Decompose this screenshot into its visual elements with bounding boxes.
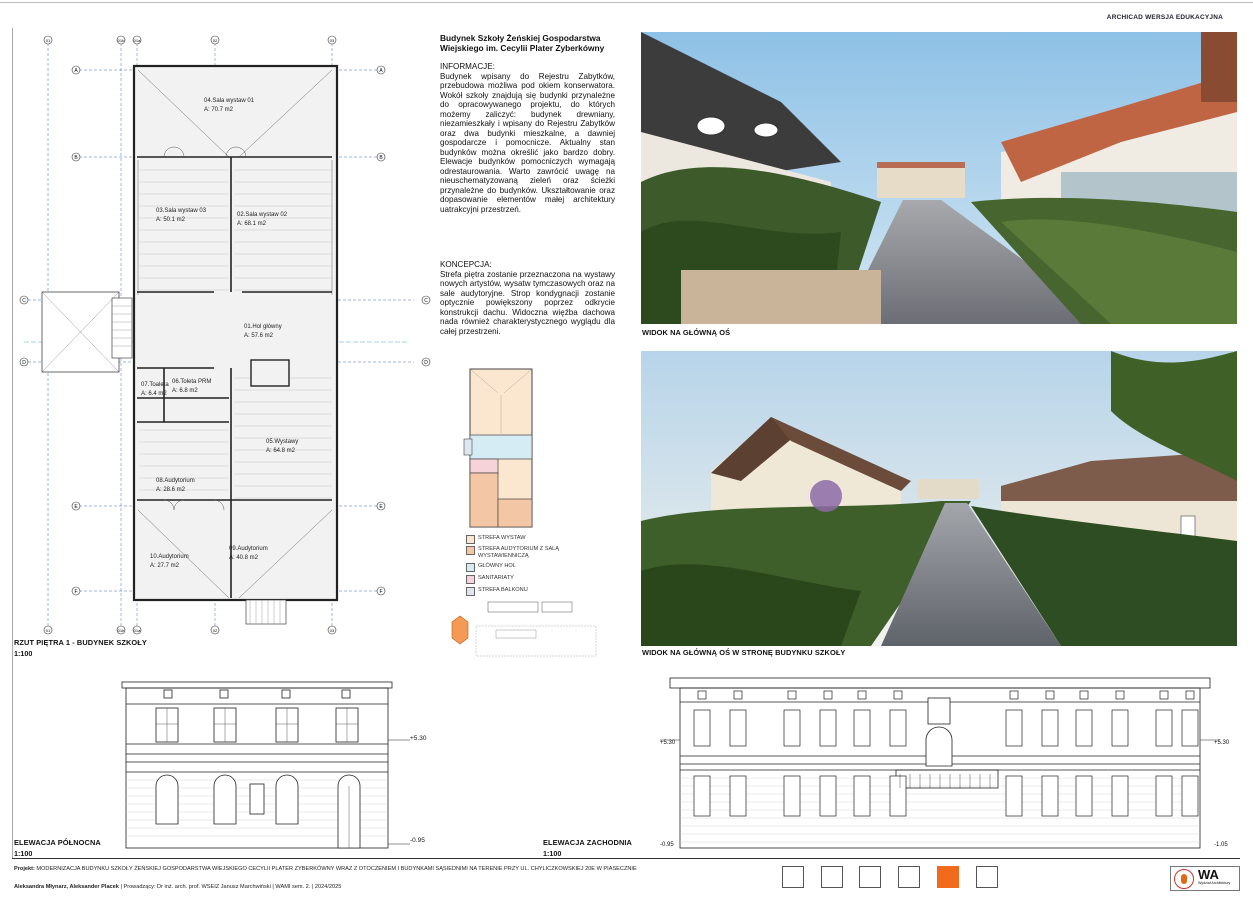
- faculty-logo: [1170, 866, 1240, 891]
- legend-label: GŁÓWNY HOL: [478, 563, 516, 569]
- legend-label: STREFA BALKONU: [478, 587, 528, 593]
- west-window-ground-4: [820, 776, 836, 816]
- west-attic-window-3: [788, 691, 796, 699]
- info-text: Budynek wpisany do Rejestru Zabytków, przebudowa możliwa pod okiem konserwatora. Wokół szkoły znajdują się budynki przynależne do opracowywanego projektu, do których możemy zaliczyć: budynek drewniany, niezamieszkały i wpisany do Rejestru Zabytków oraz dwa budynki mieszkalne, a dawniej gospodarcze i pomocnicze. Aktualny stan budynków można określić jako bardzo dobry. Elewacje budynków pomocniczych wymagają odrestaurowania. Warto zawrócić uwagę na nieuschematyzowaną zieleń oraz ścieżki przynależne do budynków. Ukształtowanie oraz dopasowanie elementów małej architektury uatrakcyjni przestrzeń.: [440, 71, 615, 214]
- room-name-6: 06.Toleta PRM: [172, 379, 212, 385]
- west-window-upper-10: [1112, 710, 1128, 746]
- grid-col-02-top: 02: [212, 37, 218, 43]
- footer-authors: Aleksandra Młynarz, Aleksander Placek: [14, 884, 119, 890]
- grid-row-A-left: A: [74, 68, 78, 74]
- west-window-ground-12: [1182, 776, 1198, 816]
- west-elevation-scale: 1:100: [543, 849, 562, 858]
- grid-row-B-left: B: [74, 155, 78, 161]
- west-window-upper-5: [854, 710, 870, 746]
- west-attic-window-12: [1186, 691, 1194, 699]
- room-area-9: A: 40.8 m2: [229, 555, 259, 561]
- top-border: [0, 2, 1253, 3]
- west-top-left-level: +5.30: [660, 740, 676, 746]
- room-area-2: A: 50.1 m2: [156, 217, 186, 223]
- room-name-9: 09.Audytorium: [229, 546, 268, 552]
- legend-swatch: [466, 535, 475, 544]
- west-elevation: [660, 674, 1220, 854]
- grid-col-01b-bottom: 01b: [117, 627, 125, 633]
- footer-divider: [12, 858, 1240, 859]
- plan-scale: 1:100: [14, 649, 33, 658]
- north-top-level: +5.30: [410, 735, 427, 742]
- legend-swatch: [466, 546, 475, 555]
- grid-row-C-left: C: [22, 298, 26, 304]
- north-elevation-title: ELEWACJA PÓŁNOCNA: [14, 838, 101, 847]
- view-caption-1: WIDOK NA GŁÓWNĄ OŚ: [642, 328, 731, 337]
- grid-col-01a-bottom: 01a: [133, 627, 141, 633]
- page-box-1[interactable]: [782, 866, 804, 888]
- legend-swatch: [466, 575, 475, 584]
- legend-label: STREFA AUDYTORIUM Z SALĄ WYSTAWIENNICZĄ: [478, 546, 560, 559]
- north-elevation-scale: 1:100: [14, 849, 33, 858]
- west-window-upper-6: [890, 710, 906, 746]
- room-area-8: A: 28.6 m2: [156, 487, 186, 493]
- footer-credits: Aleksandra Młynarz, Aleksander Placek | Prowadzący: Dr inż. arch. prof. WSEIZ Janusz Marchwiński | WAMI sem. 2. | 2024/2025: [14, 884, 342, 890]
- west-window-ground-9: [1076, 776, 1092, 816]
- grid-col-01-bottom: 01: [45, 627, 51, 633]
- grid-row-E-right: E: [379, 504, 383, 510]
- legend-swatch: [466, 587, 475, 596]
- grid-row-F-right: F: [379, 589, 383, 595]
- logo-subtext: Wydział Architektury: [1198, 880, 1231, 885]
- north-elevation: [110, 676, 450, 854]
- footer-course: WAMI sem. 2.: [275, 884, 311, 890]
- grid-col-02-bottom: 02: [212, 627, 218, 633]
- west-attic-window-11: [1160, 691, 1168, 699]
- legend-item-2: [466, 546, 566, 559]
- west-attic-window-7: [1010, 691, 1018, 699]
- west-attic-window-8: [1046, 691, 1054, 699]
- west-attic-window-5: [858, 691, 866, 699]
- plan-title: RZUT PIĘTRA 1 - BUDYNEK SZKOŁY: [14, 638, 147, 647]
- footer-supervisor: Prowadzący: Dr inż. arch. prof. WSEIZ Janusz Marchwiński: [123, 884, 271, 890]
- grid-col-01-top: 01: [45, 37, 51, 43]
- room-area-5: A: 6.4 m2: [141, 391, 167, 397]
- page-box-2[interactable]: [821, 866, 843, 888]
- west-window-upper-3: [784, 710, 800, 746]
- room-area-4: A: 57.6 m2: [244, 333, 274, 339]
- room-name-3: 02.Sala wystaw 02: [237, 212, 288, 218]
- room-area-6: A: 6.8 m2: [172, 388, 198, 394]
- west-window-upper-7: [1006, 710, 1022, 746]
- room-name-2: 03.Sala wystaw 03: [156, 208, 207, 214]
- page-box-4[interactable]: [898, 866, 920, 888]
- concept-heading: KONCEPCJA:: [440, 260, 492, 269]
- legend-label: STREFA WYSTAW: [478, 535, 526, 541]
- grid-row-B-right: B: [379, 155, 383, 161]
- concept-section: [440, 260, 615, 336]
- building-title: Budynek Szkoły Żeńskiej Gospodarstwa Wiejskiego im. Cecylii Plater Zyberkówny: [440, 33, 605, 53]
- west-window-ground-6: [890, 776, 906, 816]
- info-section: [440, 62, 615, 214]
- page-box-6[interactable]: [976, 866, 998, 888]
- grid-col-01a-top: 01a: [133, 37, 141, 43]
- west-window-upper-8: [1042, 710, 1058, 746]
- logo-text: WA: [1198, 866, 1219, 882]
- grid-col-03-bottom: 03: [329, 627, 335, 633]
- grid-row-E-left: E: [74, 504, 78, 510]
- west-window-ground-3: [784, 776, 800, 816]
- west-attic-window-9: [1080, 691, 1088, 699]
- west-attic-window-2: [734, 691, 742, 699]
- grid-col-03-top: 03: [329, 37, 335, 43]
- west-attic-window-1: [698, 691, 706, 699]
- footer-project-text: MODERNIZACJA BUDYNKU SZKOŁY ŻEŃSKIEJ GOSPODARSTWA WIEJSKIEGO CECYLII PLATER ZYBERKÓWNY WRAZ Z OTOCZENIEM I BUDYNKAMI SĄSIEDNIMI NA TERENIE PRZY UL. CHYLICZKOWSKIEJ 20E W PIASECZNIE: [36, 866, 637, 872]
- logo-emblem-icon: [1174, 869, 1194, 889]
- grid-row-A-right: A: [379, 68, 383, 74]
- west-window-upper-9: [1076, 710, 1092, 746]
- west-window-upper-11: [1156, 710, 1172, 746]
- room-area-3: A: 68.1 m2: [237, 221, 267, 227]
- info-heading: INFORMACJE:: [440, 62, 495, 71]
- west-bottom-right-level: -1.05: [1214, 842, 1228, 848]
- north-bottom-level: -0.95: [410, 837, 425, 844]
- west-elevation-title: ELEWACJA ZACHODNIA: [543, 838, 632, 847]
- west-attic-window-4: [824, 691, 832, 699]
- grid-row-D-left: D: [22, 360, 26, 366]
- west-window-ground-7: [1006, 776, 1022, 816]
- legend-swatch: [466, 563, 475, 572]
- room-name-4: 01.Hol główny: [244, 324, 282, 330]
- edu-label: ARCHICAD WERSJA EDUKACYJNA: [1106, 14, 1223, 21]
- room-area-10: A: 27.7 m2: [150, 563, 180, 569]
- legend-item-4: [466, 575, 566, 584]
- legend-item-1: [466, 535, 566, 544]
- legend-item-5: [466, 587, 566, 596]
- room-name-10: 10.Audytorium: [150, 554, 189, 560]
- room-name-1: 04.Sala wystaw 01: [204, 98, 255, 104]
- west-window-ground-11: [1156, 776, 1172, 816]
- west-window-ground-2: [730, 776, 746, 816]
- grid-row-F-left: F: [74, 589, 78, 595]
- west-window-upper-12: [1182, 710, 1198, 746]
- footer-project: [14, 866, 637, 872]
- page-box-3[interactable]: [859, 866, 881, 888]
- grid-col-01b-top: 01b: [117, 37, 125, 43]
- west-bottom-left-level: -0.95: [660, 842, 674, 848]
- view-caption-2: WIDOK NA GŁÓWNĄ OŚ W STRONĘ BUDYNKU SZKOŁY: [642, 648, 846, 657]
- west-window-ground-8: [1042, 776, 1058, 816]
- footer-year: 2024/2025: [314, 884, 342, 890]
- west-window-ground-10: [1112, 776, 1128, 816]
- west-window-upper-1: [694, 710, 710, 746]
- footer-project-label: Projekt:: [14, 866, 35, 872]
- render-main-axis: [641, 32, 1237, 324]
- west-window-upper-4: [820, 710, 836, 746]
- west-attic-window-10: [1116, 691, 1124, 699]
- zoning-diagram: [464, 367, 539, 529]
- room-area-7: A: 64.8 m2: [266, 448, 296, 454]
- room-area-1: A: 70.7 m2: [204, 107, 234, 113]
- west-window-ground-1: [694, 776, 710, 816]
- legend-label: SANITARIATY: [478, 575, 514, 581]
- site-key-plan: [446, 596, 606, 660]
- room-name-8: 08.Audytorium: [156, 478, 195, 484]
- west-window-ground-5: [854, 776, 870, 816]
- room-name-5: 07.Toaleta: [141, 382, 169, 388]
- render-school-view: [641, 351, 1237, 646]
- floor-plan: [14, 30, 428, 640]
- page-box-5-active[interactable]: [937, 866, 959, 888]
- grid-row-C-right: C: [424, 298, 428, 304]
- grid-row-D-right: D: [424, 360, 428, 366]
- concept-text: Strefa piętra zostanie przeznaczona na wystawy nowych artystów, wysatw tymczasowych oraz na sale audytoryjne. Strop kondygnacji zostanie optycznie powiększony poprzez odkrycie konstrukcji dachu. Widoczna więźba dachowa nada również charakterystycznego wyglądu dla całej przestrzeni.: [440, 269, 615, 336]
- west-top-right-level: +5.30: [1214, 740, 1230, 746]
- west-window-upper-2: [730, 710, 746, 746]
- legend-item-3: [466, 563, 566, 572]
- left-border: [12, 28, 13, 858]
- west-attic-window-6: [894, 691, 902, 699]
- room-name-7: 05.Wystawy: [266, 439, 299, 445]
